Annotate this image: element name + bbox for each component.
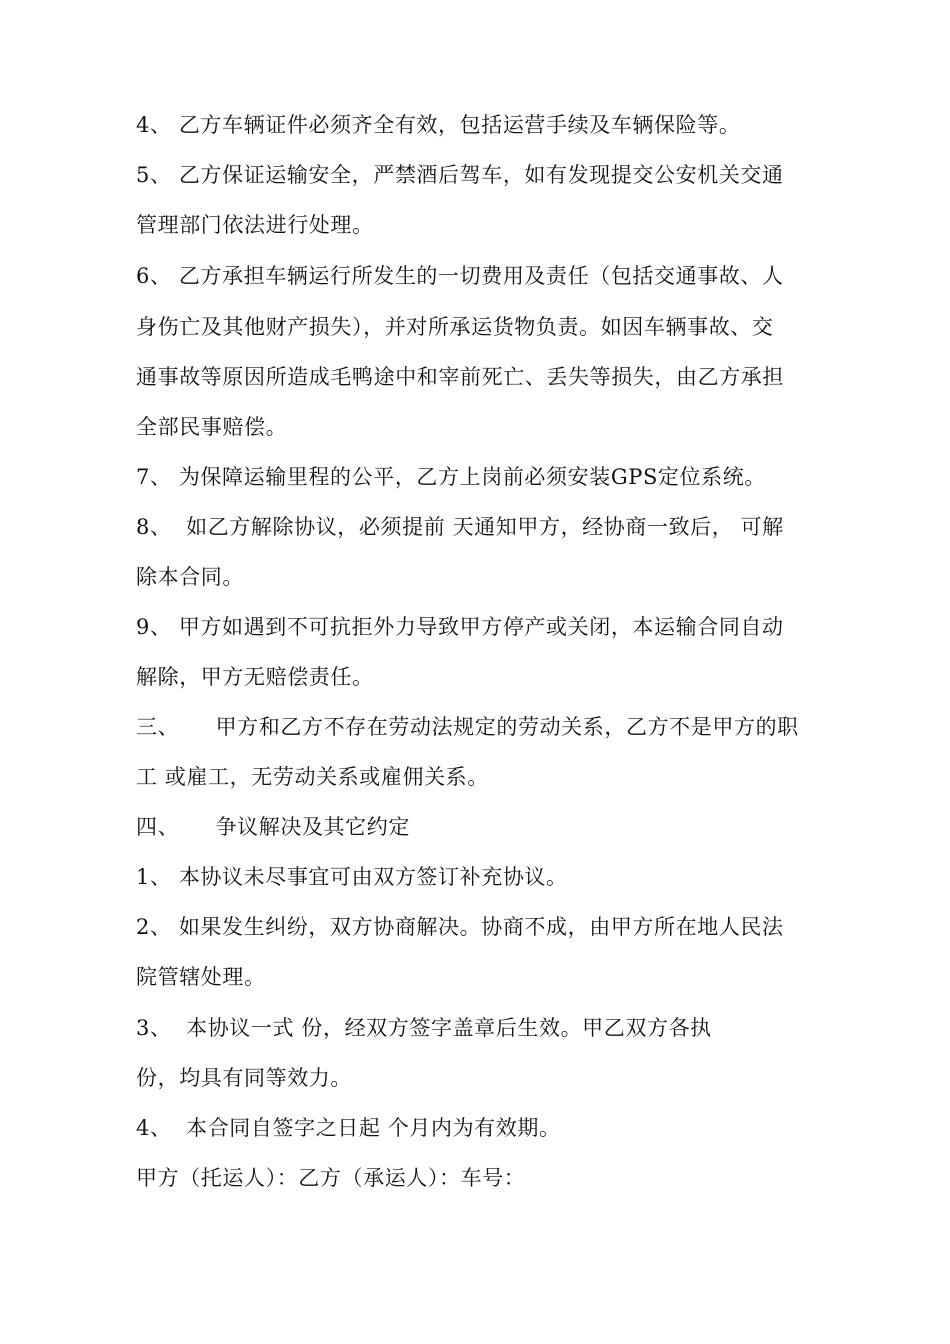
clause-8-line-1: 8、 如乙方解除协议，必须提前 天通知甲方，经协商一致后， 可解 (136, 515, 784, 539)
clause-5-line-2: 管理部门依法进行处理。 (136, 213, 374, 237)
clause-8-line-2: 除本合同。 (136, 565, 244, 589)
section-4-clause-3-line-1: 3、 本协议一式 份，经双方签字盖章后生效。甲乙双方各执 (136, 1016, 712, 1040)
section-4-clause-4: 4、 本合同自签字之日起 个月内为有效期。 (136, 1116, 561, 1140)
section-3-line-2: 工 或雇工，无劳动关系或雇佣关系。 (136, 765, 489, 789)
section-4-clause-3-line-2: 份，均具有同等效力。 (136, 1066, 352, 1090)
clause-4-line-1: 4、 乙方车辆证件必须齐全有效，包括运营手续及车辆保险等。 (136, 113, 741, 137)
section-4-clause-1: 1、 本协议未尽事宜可由双方签订补充协议。 (136, 865, 568, 889)
clause-6-line-1: 6、 乙方承担车辆运行所发生的一切费用及责任（包括交通事故、人 (136, 264, 784, 288)
clause-7-line-1: 7、 为保障运输里程的公平，乙方上岗前必须安装GPS定位系统。 (136, 465, 766, 489)
clause-5-line-1: 5、 乙方保证运输安全，严禁酒后驾车，如有发现提交公安机关交通 (136, 163, 784, 187)
clause-6-line-2: 身伤亡及其他财产损失），并对所承运货物负责。如因车辆事故、交 (136, 315, 774, 339)
section-3-line-1: 三、 甲方和乙方不存在劳动法规定的劳动关系，乙方不是甲方的职 (136, 715, 799, 739)
clause-9-line-2: 解除，甲方无赔偿责任。 (136, 665, 374, 689)
section-4-clause-2-line-1: 2、 如果发生纠纷，双方协商解决。协商不成，由甲方所在地人民法 (136, 915, 784, 939)
section-4-heading: 四、 争议解决及其它约定 (136, 815, 410, 839)
section-4-clause-2-line-2: 院管辖处理。 (136, 965, 266, 989)
clause-6-line-4: 全部民事赔偿。 (136, 415, 288, 439)
clause-9-line-1: 9、 甲方如遇到不可抗拒外力导致甲方停产或关闭，本运输合同自动 (136, 615, 784, 639)
signature-line: 甲方（托运人）：乙方（承运人）：车号： (136, 1166, 526, 1190)
clause-6-line-3: 通事故等原因所造成毛鸭途中和宰前死亡、丢失等损失，由乙方承担 (136, 365, 784, 389)
